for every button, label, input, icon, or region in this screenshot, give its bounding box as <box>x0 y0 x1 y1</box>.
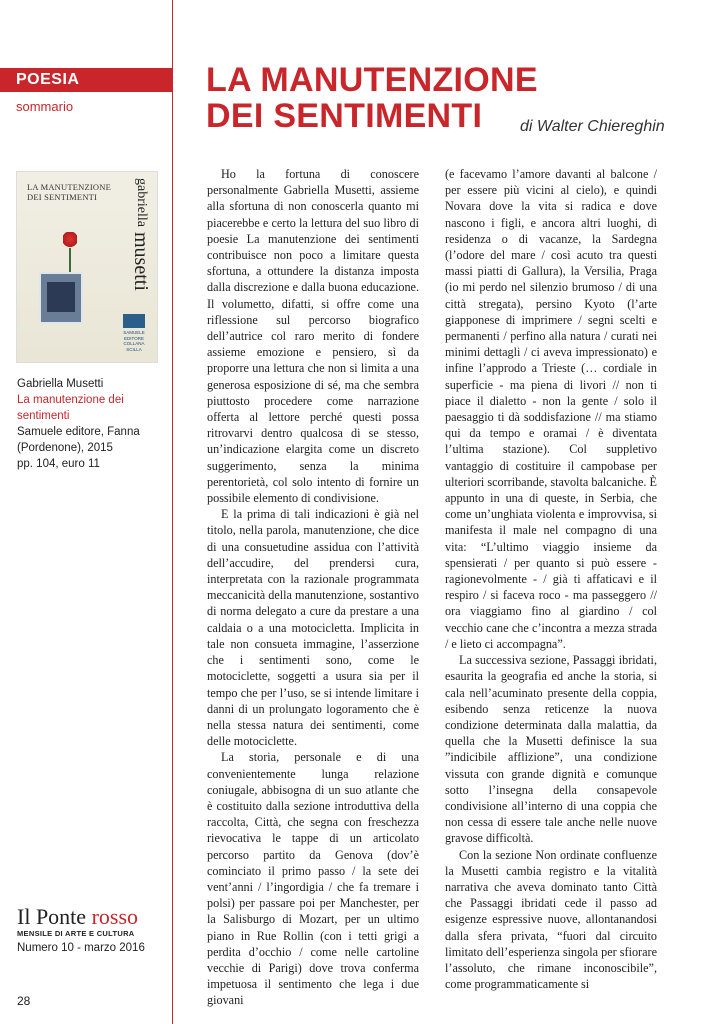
page-number: 28 <box>17 994 31 1008</box>
cover-title-line2: DEI SENTIMENTI <box>27 192 98 202</box>
cover-author-first: gabriella <box>134 178 149 227</box>
paragraph: E la prima di tali indicazioni è già nel titolo, nella parola, manutenzione, che dice di una consuetudine assidua con l’attività dell’accudire, del prendersi cura, interpretata con la razionale programmata meccanicità della manutenzione, sostantivo di norma delegato a cure da prestare a una caldaia o a una motocicletta. Implicita in tale non consueta immagine, l’asserzione che i sentimenti sono, come le motociclette, soggetti a usura sia per il tempo che per l’uso, se si intende limitare i danni di un prolungato logoramento che è nella stessa natura dei sentimenti, come delle motociclette. <box>207 507 419 749</box>
article-title-line2: DEI SENTIMENTI <box>206 97 483 135</box>
article-title-line1: LA MANUTENZIONE <box>206 61 538 99</box>
masthead-tagline: MENSILE DI ARTE E CULTURA <box>17 929 135 938</box>
publisher-logo-mark <box>123 314 145 328</box>
masthead-name-red: rosso <box>91 904 139 929</box>
book-publisher: Samuele editore, Fanna <box>17 426 140 438</box>
cover-title-line1: LA MANUTENZIONE <box>27 182 111 192</box>
publisher-logo: SAMUELE EDITORE COLLANA SCILLA <box>121 314 147 352</box>
article-column-2 <box>445 166 657 992</box>
paragraph: (e facevamo l’amore davanti al balcone / per essere più vicini al cielo), e quindi Novara dove la vita si radica e dove nascono i figli, e ancora altri luoghi, di residenza o di vacanze, la Sardegna (l’odore del mare / così acuto tra questi massi piatti di Gallura), la Versilia, Praga (io mi perdo nel silenzio brumoso / di una città stregata), persino Kyoto (l’arte giapponese di imprimere / segni scelti e permanenti / perfino alla natura / curati nei minimi dettagli / ci aveva impressionato) e infine l’approdo a Trieste (… cordiale in superficie - ma piena di livori // non ti piace il dialetto - non la gente / solo il paesaggio ti dà soddisfazione // ma stiamo qui da tempo e oramai / è diventata l’ultima stazione). Col suppletivo vantaggio di costituire il campobase per ulteriori scorribande, stavolta balcaniche. È appunto in una di queste, in Serbia, che come un’unghiata violenta e improvvisa, si manifesta il male nel compagno di una vita: “L’ultimo viaggio insieme da spensierati / per quanto si può essere - ragionevolmente - / già ti affaticavi e il respiro / si faceva roco - ma passeggero // ora viaggiamo fino al giardino / col vecchio cane che c’incontra a mezza strada / e lieto ci accompagna”. <box>445 167 657 651</box>
masthead-name: Il Ponte <box>17 904 87 929</box>
book-place: (Pordenone), 2015 <box>17 442 113 454</box>
paragraph: Con la sezione Non ordinate confluenze la Musetti cambia registro e la vitalità narrativa che aveva dominato tanto Città che Passaggi ibridati cede il passo ad esigenze espressive nuove, allontanandosi dalla sfera privata, “fuori dal circuito limitato dell’esperienza singola per sfiorare l’assoluto, che rimane inconoscibile”, come programmaticamente si <box>445 847 657 992</box>
article-author: di Walter Chiereghin <box>520 118 665 135</box>
paragraph: Ho la fortuna di conoscere personalmente Gabriella Musetti, assieme alla sfortuna di non conoscerla quanto mi piacerebbe e certo la lettura del suo libro di poesie La manutenzione dei sentimenti contribuisce non poco a limitare questa sfortuna, a ottundere la distanza imposta dalla discrezione e dalla buona educazione. Il volumetto, difatti, si offre come una riflessione sul percorso biografico dell’autrice col raro merito di fondere assieme emozione e pensiero, sì da proporre una lettura che non si limita a una generosa esposizione di sé, ma che sembra piuttosto procedere come narrazione offerta al lettore perché questi possa ritrovarvi dentro qualcosa di se stesso, un’indicazione elargita come un discreto suggerimento, senza la minima perentorietà, col solo intento di fornire un possibile elemento di condivisione. <box>207 167 419 506</box>
vertical-divider <box>172 0 173 1024</box>
book-title: La manutenzione dei sentimenti <box>17 394 124 422</box>
cover-window-photo <box>39 272 83 324</box>
cover-author <box>131 178 151 291</box>
book-cover-image <box>17 172 157 362</box>
paragraph: La successiva sezione, Passaggi ibridati, esaurita la geografia ed anche la storia, si cala nell’acuminato presente della coppia, esibendo senza reticenze la nuova condizione determinata dalla malattia, da quella che la Musetti definisce la sua ”indicibile afflizione”, una condizione vissuta con grande dignità e comunque sotto l’insegna della consapevole condivisione all’interno di una coppia che non cessa di essere tale anche nelle nuove gravose difficoltà. <box>445 653 657 846</box>
magazine-masthead <box>17 906 172 928</box>
book-info <box>17 376 167 472</box>
book-details: pp. 104, euro 11 <box>17 458 100 470</box>
cover-title <box>27 182 117 202</box>
book-author: Gabriella Musetti <box>17 378 104 390</box>
cover-author-last: musetti <box>130 231 152 291</box>
issue-number: Numero 10 - marzo 2016 <box>17 942 145 954</box>
section-label: POESIA <box>0 68 172 92</box>
paragraph: La storia, personale e di una convenientemente lunga relazione coniugale, abbisogna di un suo atlante che è costituito dalla sezione introduttiva della raccolta, Città, che segna con freschezza rievocativa le tappe di un articolato percorso partito da Genova (dov’è cominciato il primo passo / la sete dei vent’anni / l’ingordigia / che fa tremare i polsi) per passare poi per Manchester, per la Salisburgo di Mozart, per un ultimo piano in Rue Rollin (con i tetti grigi a perdita d’occhio / come nelle cartoline vecchie di Parigi) dove trova conferma impetuosa il sentimento che lega i due giovani <box>207 750 419 1008</box>
section-sublabel: sommario <box>16 99 74 114</box>
article-column-1 <box>207 166 419 1009</box>
